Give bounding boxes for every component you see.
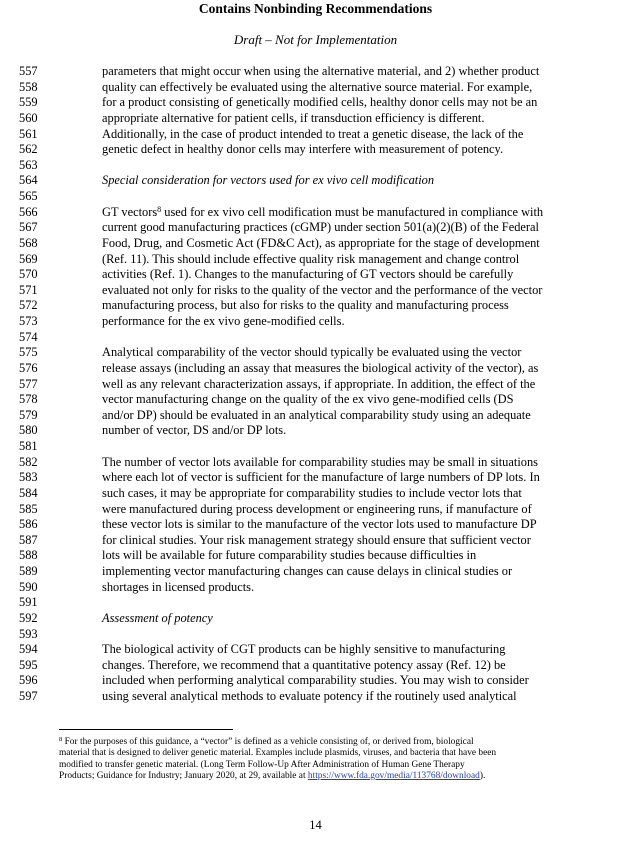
document-line: [0, 627, 631, 643]
line-number: 564: [19, 173, 38, 188]
document-line: [0, 439, 631, 455]
line-text: Analytical comparability of the vector should typically be evaluated using the vector: [102, 345, 522, 360]
line-number: 592: [19, 610, 38, 625]
line-text: such cases, it may be appropriate for comparability studies to include vector lots that: [102, 485, 522, 500]
line-number: 595: [19, 657, 38, 672]
line-number: 591: [19, 595, 38, 610]
document-line: [0, 298, 631, 314]
document-line: [0, 314, 631, 330]
footnote-marker: 8: [59, 736, 63, 743]
line-text: for clinical studies. Your risk management strategy should ensure that sufficient vector: [102, 532, 531, 547]
document-line: [0, 220, 631, 236]
line-number: 571: [19, 282, 38, 297]
document-line: [0, 533, 631, 549]
header-title: Contains Nonbinding Recommendations: [198, 1, 433, 16]
line-text: (Ref. 11). This should include effective quality risk management and change control: [102, 251, 520, 266]
line-number: 579: [19, 407, 38, 422]
line-number: 572: [19, 298, 38, 313]
line-number: 574: [19, 329, 38, 344]
footnote: [59, 737, 604, 782]
line-number: 587: [19, 532, 38, 547]
line-text: Food, Drug, and Cosmetic Act (FD&C Act), as appropriate for the stage of development: [102, 235, 540, 250]
page-number: 14: [309, 818, 322, 832]
document-line: [0, 517, 631, 533]
line-text: and/or DP) should be evaluated in an analytical comparability study using an adequate: [102, 407, 531, 422]
line-number: 580: [19, 423, 38, 438]
document-line: [0, 470, 631, 486]
document-line: [0, 330, 631, 346]
document-line: [0, 142, 631, 158]
line-number: 582: [19, 454, 38, 469]
line-number: 581: [19, 439, 38, 453]
document-line: [0, 486, 631, 502]
document-line: [0, 502, 631, 518]
footnote-line: $^8$ For the purposes of this guidance, a “vector” is defined as a vehicle consisting of, or derived from, biological: [59, 736, 474, 747]
line-text: vector manufacturing change on the quality of the ex vivo gene-modified cells (DS: [102, 392, 514, 407]
document-line: [0, 408, 631, 424]
line-number: 594: [19, 642, 38, 657]
line-text: implementing vector manufacturing changes can cause delays in clinical studies or: [102, 564, 513, 578]
line-number: 590: [19, 579, 38, 594]
line-text: where each lot of vector is sufficient for the manufacture of large numbers of DP lots. In: [102, 470, 540, 485]
line-text: well as any relevant characterization assays, if appropriate. In addition, the effect of the: [102, 376, 536, 391]
line-text: appropriate alternative for patient cells, if transduction efficiency is different.: [102, 110, 485, 125]
line-number: 567: [19, 220, 38, 235]
document-line: [0, 611, 631, 627]
line-number: 568: [19, 235, 38, 250]
document-line: [0, 377, 631, 393]
line-text: The number of vector lots available for comparability studies may be small in situations: [102, 454, 538, 469]
footnote-line: modified to transfer genetic material. (Long Term Follow-Up After Administration of Human Gene Therapy: [59, 759, 465, 770]
line-number: 562: [19, 142, 38, 157]
document-line: [0, 548, 631, 564]
document-line: [0, 173, 631, 189]
line-number: 558: [19, 79, 38, 94]
document-line: [0, 658, 631, 674]
section-heading: Special consideration for vectors used for ex vivo cell modification: [102, 173, 435, 188]
line-number: 559: [19, 95, 38, 110]
document-line: [0, 80, 631, 96]
line-text: were manufactured during process development or engineering runs, if manufacture of: [102, 501, 532, 516]
line-text: genetic defect in healthy donor cells may interfere with measurement of potency.: [102, 142, 504, 157]
document-line: [0, 205, 631, 221]
footnote-reference: 8: [157, 204, 162, 214]
line-text: quality can effectively be evaluated using the alternative source material. For example,: [102, 79, 533, 94]
line-text: activities (Ref. 1). Changes to the manufacturing of GT vectors should be carefully: [102, 267, 514, 282]
line-number: 583: [19, 470, 38, 485]
line-number: 586: [19, 517, 38, 532]
document-line: [0, 111, 631, 127]
footnote-line: material that is designed to deliver genetic material. Examples include plasmids, viruses, and bacteria that have been: [59, 748, 497, 759]
line-number: 561: [19, 126, 38, 141]
document-line: [0, 95, 631, 111]
document-line: [0, 252, 631, 268]
line-number: 573: [19, 314, 38, 328]
document-line: [0, 283, 631, 299]
document-line: [0, 345, 631, 361]
document-body: [0, 64, 631, 705]
line-text: number of vector, DS and/or DP lots.: [102, 423, 287, 438]
line-text: shortages in licensed products.: [102, 579, 255, 594]
document-line: [0, 361, 631, 377]
line-number: 566: [19, 204, 38, 219]
document-line: [0, 423, 631, 439]
line-number: 560: [19, 110, 38, 125]
line-number: 593: [19, 626, 38, 641]
section-heading: Assessment of potency: [102, 610, 213, 625]
line-text: using several analytical methods to evaluate potency if the routinely used analytical: [102, 689, 517, 703]
line-text: included when performing analytical comparability studies. You may wish to consider: [102, 673, 529, 688]
line-text: Additionally, in the case of product intended to treat a genetic disease, the lack of the: [102, 126, 524, 141]
line-number: 584: [19, 485, 38, 500]
document-line: [0, 564, 631, 580]
document-line: [0, 267, 631, 283]
line-number: 585: [19, 501, 38, 516]
document-line: [0, 127, 631, 143]
line-text: these vector lots is similar to the manufacture of the vector lots used to manufacture DP: [102, 517, 537, 532]
line-number: 596: [19, 673, 38, 688]
line-text: current good manufacturing practices (cGMP) under section 501(a)(2)(B) of the Federal: [102, 220, 539, 235]
fda-guidance-link[interactable]: https://www.fda.gov/media/113768/download: [307, 770, 480, 781]
line-number: 578: [19, 392, 38, 407]
document-line: [0, 580, 631, 596]
document-line: [0, 455, 631, 471]
document-line: [0, 673, 631, 689]
document-line: [0, 595, 631, 611]
document-line: [0, 189, 631, 205]
line-number: 577: [19, 376, 38, 391]
line-number: 569: [19, 251, 38, 266]
line-text: parameters that might occur when using the alternative material, and 2) whether product: [102, 64, 540, 78]
line-number: 597: [19, 689, 38, 703]
line-text: lots will be available for future comparability studies because difficulties in: [102, 548, 477, 563]
document-line: [0, 689, 631, 705]
line-text: changes. Therefore, we recommend that a quantitative potency assay (Ref. 12) be: [102, 657, 506, 672]
line-text: evaluated not only for risks to the quality of the vector and the performance of the vector: [102, 282, 543, 297]
document-line: [0, 158, 631, 174]
line-number: 588: [19, 548, 38, 563]
line-number: 565: [19, 189, 38, 203]
document-line: [0, 64, 631, 80]
document-line: [0, 642, 631, 658]
line-text: The biological activity of CGT products can be highly sensitive to manufacturing: [102, 642, 506, 657]
line-number: 576: [19, 360, 38, 375]
line-number: 570: [19, 267, 38, 282]
footnote-divider: [59, 729, 233, 730]
line-number: 589: [19, 564, 38, 578]
line-text: GT vectors$^8$ used for ex vivo cell modification must be manufactured in compliance with: [102, 204, 544, 219]
line-number: 563: [19, 157, 38, 172]
line-number: 575: [19, 345, 38, 360]
line-text: performance for the ex vivo gene-modified cells.: [102, 314, 345, 328]
line-text: manufacturing process, but also for risks to the quality and manufacturing process: [102, 298, 509, 313]
header-subtitle: Draft – Not for Implementation: [233, 32, 398, 47]
document-line: [0, 236, 631, 252]
line-text: release assays (including an assay that measures the biological activity of the vector), as: [102, 360, 539, 375]
document-line: [0, 392, 631, 408]
line-text: for a product consisting of genetically modified cells, healthy donor cells may not be an: [102, 95, 538, 110]
footnote-line: Products; Guidance for Industry; January 2020, at 29, available at https://www.fda.gov/media/113768/download).: [59, 770, 486, 781]
line-number: 557: [19, 64, 38, 78]
